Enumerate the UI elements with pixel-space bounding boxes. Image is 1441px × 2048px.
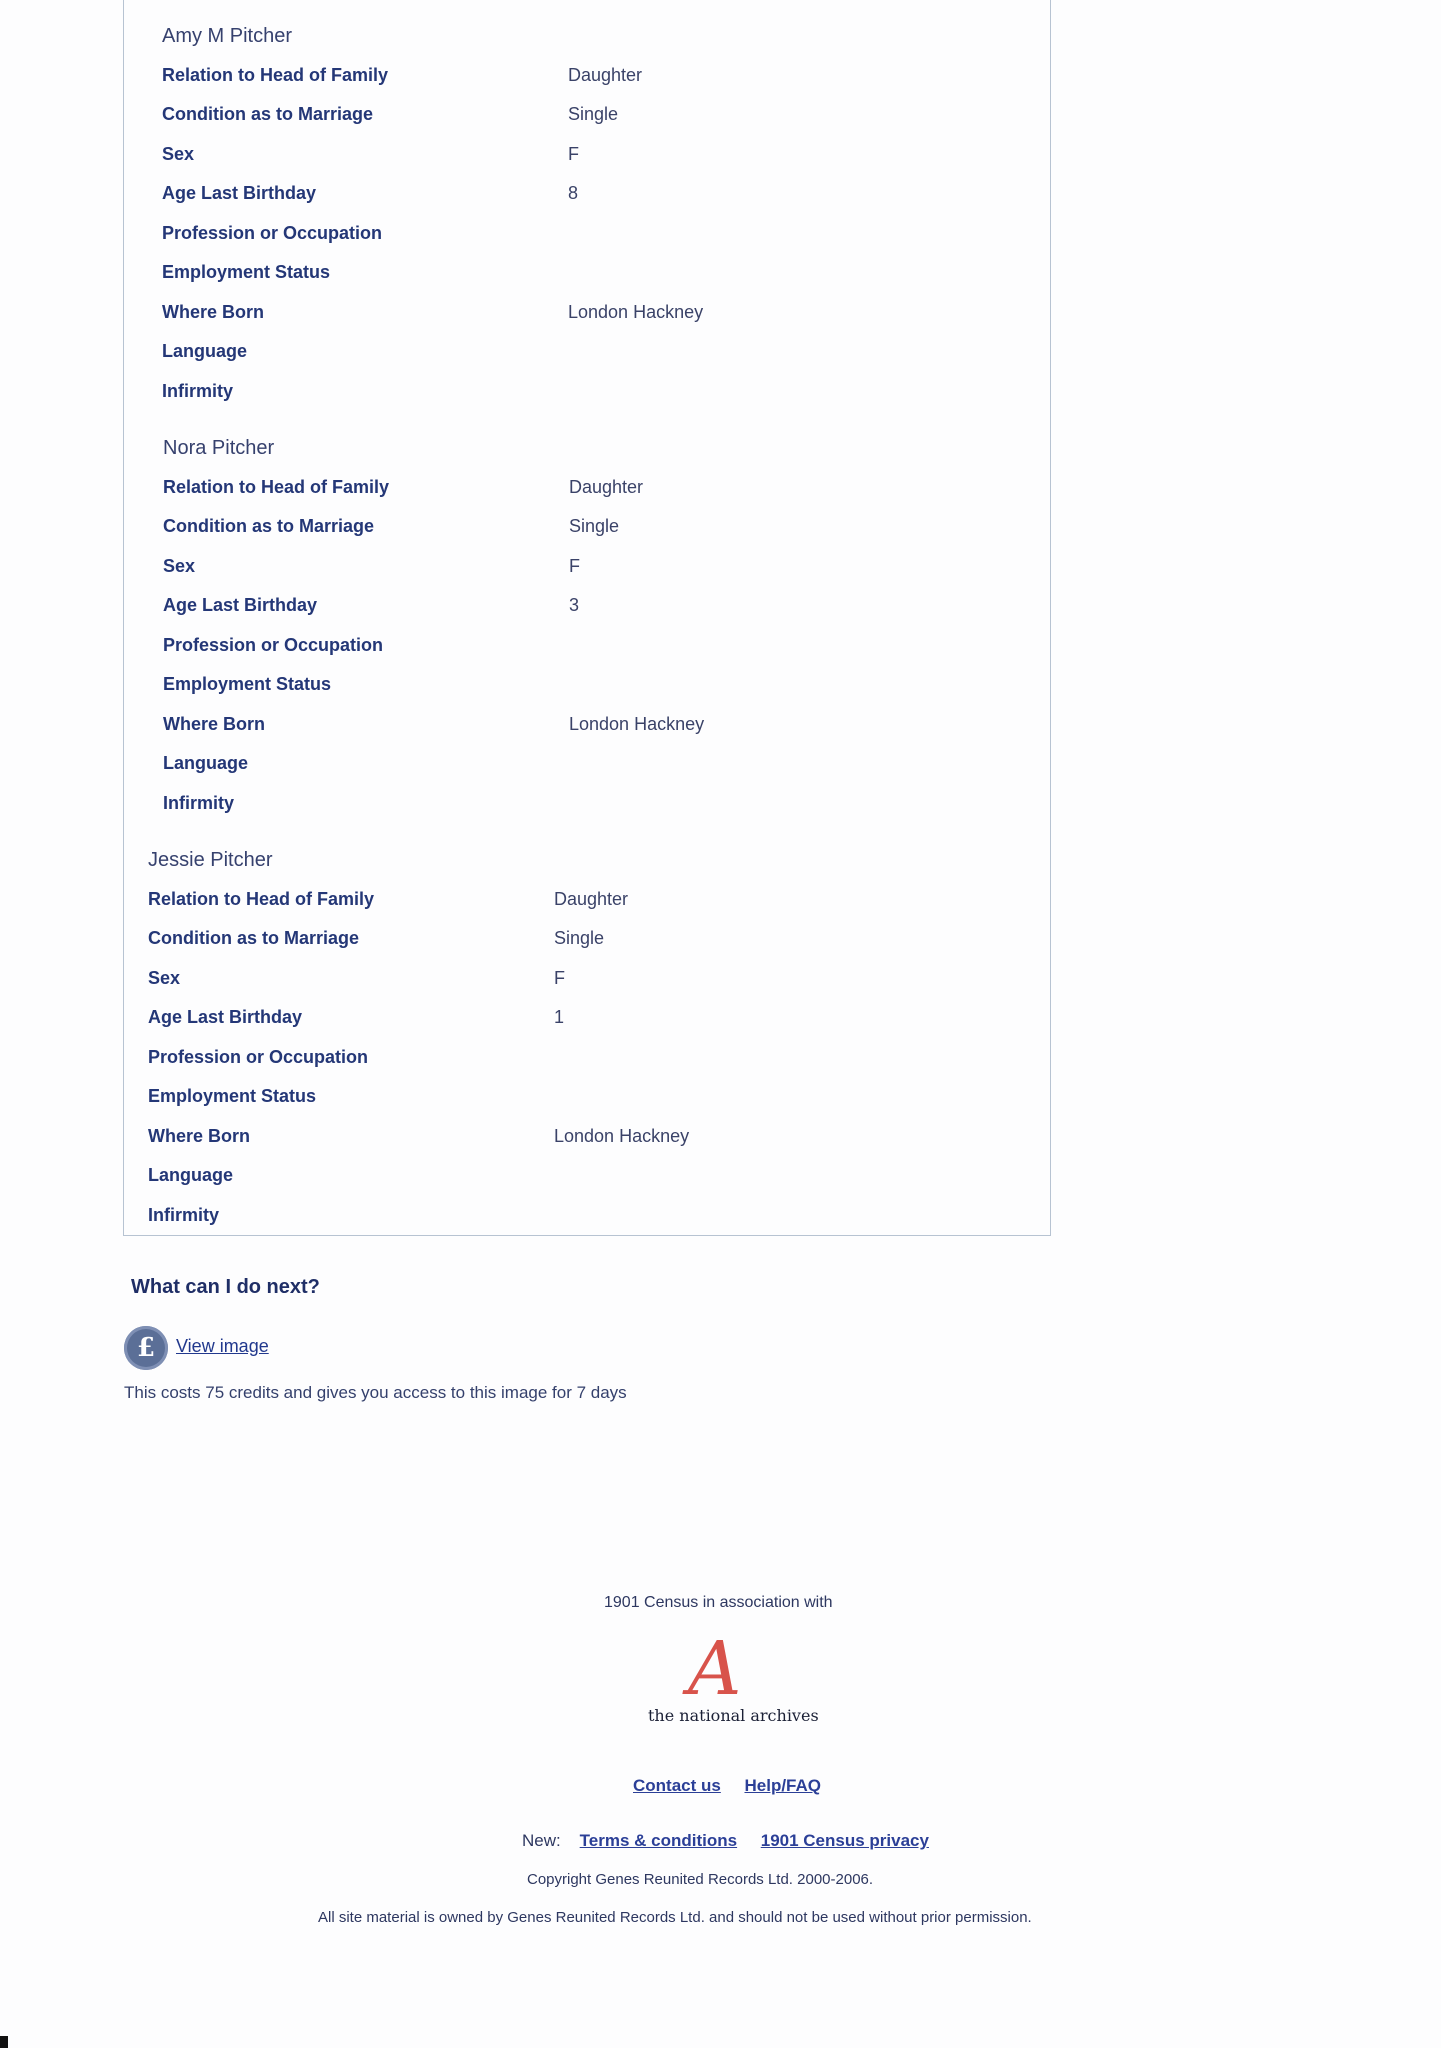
field-label: Where Born — [162, 302, 265, 322]
person-name: Nora Pitcher — [163, 437, 275, 459]
field-label: Employment Status — [148, 1086, 317, 1106]
field-value: F — [554, 968, 565, 988]
field-value: Daughter — [554, 889, 629, 909]
field-language — [148, 1165, 848, 1195]
field-label: Employment Status — [163, 674, 332, 694]
view-image-link[interactable]: View image — [176, 1336, 269, 1356]
cost-info-text: This costs 75 credits and gives you access to this image for 7 days — [124, 1383, 627, 1402]
field-sex — [148, 968, 848, 998]
field-label: Sex — [163, 556, 196, 576]
logo-letter: A — [688, 1626, 742, 1712]
field-label: Profession or Occupation — [148, 1047, 369, 1067]
field-occupation — [162, 223, 862, 253]
field-marriage — [162, 104, 862, 134]
field-age — [162, 183, 862, 213]
field-employment — [148, 1086, 848, 1116]
field-marriage — [148, 928, 848, 958]
field-label: Condition as to Marriage — [148, 928, 360, 948]
person-name: Amy M Pitcher — [162, 25, 293, 47]
field-label: Age Last Birthday — [162, 183, 317, 203]
field-age — [163, 595, 863, 625]
field-sex — [162, 144, 862, 174]
national-archives-logo[interactable] — [646, 1626, 819, 1725]
field-label: Relation to Head of Family — [162, 65, 389, 85]
person-name: Jessie Pitcher — [148, 849, 273, 871]
field-language — [162, 341, 862, 371]
field-relation — [162, 65, 862, 95]
copyright-text: Copyright Genes Reunited Records Ltd. 2000-2006. — [527, 1871, 874, 1888]
next-steps-heading: What can I do next? — [131, 1276, 320, 1298]
field-label: Age Last Birthday — [163, 595, 318, 615]
field-value: Daughter — [568, 65, 643, 85]
privacy-link[interactable]: 1901 Census privacy — [760, 1831, 929, 1850]
field-value: Single — [569, 516, 620, 536]
link-spacer — [742, 1831, 756, 1850]
footer-legal-links — [522, 1831, 929, 1851]
link-spacer — [726, 1776, 740, 1795]
field-value: F — [568, 144, 579, 164]
field-label: Relation to Head of Family — [148, 889, 375, 909]
footer-links — [633, 1776, 821, 1796]
field-label: Language — [162, 341, 248, 361]
field-language — [163, 753, 863, 783]
field-value: Daughter — [569, 477, 644, 497]
field-occupation — [163, 635, 863, 665]
field-label: Age Last Birthday — [148, 1007, 303, 1027]
field-label: Condition as to Marriage — [163, 516, 375, 536]
scan-corner-mark — [0, 2036, 8, 2048]
field-value: 8 — [568, 183, 579, 203]
new-label: New: — [522, 1831, 561, 1850]
help-faq-link[interactable]: Help/FAQ — [744, 1776, 821, 1795]
field-occupation — [148, 1047, 848, 1077]
field-sex — [163, 556, 863, 586]
field-label: Language — [148, 1165, 234, 1185]
field-value: Single — [568, 104, 619, 124]
field-label: Where Born — [163, 714, 266, 734]
link-spacer — [565, 1831, 574, 1850]
field-value: F — [569, 556, 580, 576]
field-where-born — [148, 1126, 848, 1156]
field-label: Profession or Occupation — [163, 635, 384, 655]
field-label: Where Born — [148, 1126, 251, 1146]
terms-link[interactable]: Terms & conditions — [579, 1831, 738, 1850]
field-label: Infirmity — [148, 1205, 220, 1225]
field-employment — [163, 674, 863, 704]
field-label: Infirmity — [163, 793, 235, 813]
field-value: 1 — [554, 1007, 565, 1027]
field-relation — [148, 889, 848, 919]
association-text: 1901 Census in association with — [604, 1594, 833, 1611]
permission-text: All site material is owned by Genes Reunited Records Ltd. and should not be used without prior permission. — [318, 1909, 1032, 1926]
pound-coin-icon[interactable]: £ — [124, 1326, 168, 1370]
field-value: London Hackney — [568, 302, 704, 322]
logo-text: the national archives — [648, 1706, 819, 1725]
field-value: London Hackney — [569, 714, 705, 734]
field-value: 3 — [569, 595, 580, 615]
field-where-born — [162, 302, 862, 332]
field-label: Language — [163, 753, 249, 773]
field-employment — [162, 262, 862, 292]
field-where-born — [163, 714, 863, 744]
field-label: Condition as to Marriage — [162, 104, 374, 124]
field-relation — [163, 477, 863, 507]
field-marriage — [163, 516, 863, 546]
field-label: Employment Status — [162, 262, 331, 282]
field-infirmity — [162, 381, 862, 411]
field-label: Profession or Occupation — [162, 223, 383, 243]
field-label: Infirmity — [162, 381, 234, 401]
field-age — [148, 1007, 848, 1037]
field-label: Sex — [162, 144, 195, 164]
field-infirmity — [163, 793, 863, 823]
field-value: Single — [554, 928, 605, 948]
contact-us-link[interactable]: Contact us — [633, 1776, 721, 1795]
field-infirmity — [148, 1205, 848, 1235]
field-value: London Hackney — [554, 1126, 690, 1146]
field-label: Sex — [148, 968, 181, 988]
field-label: Relation to Head of Family — [163, 477, 390, 497]
